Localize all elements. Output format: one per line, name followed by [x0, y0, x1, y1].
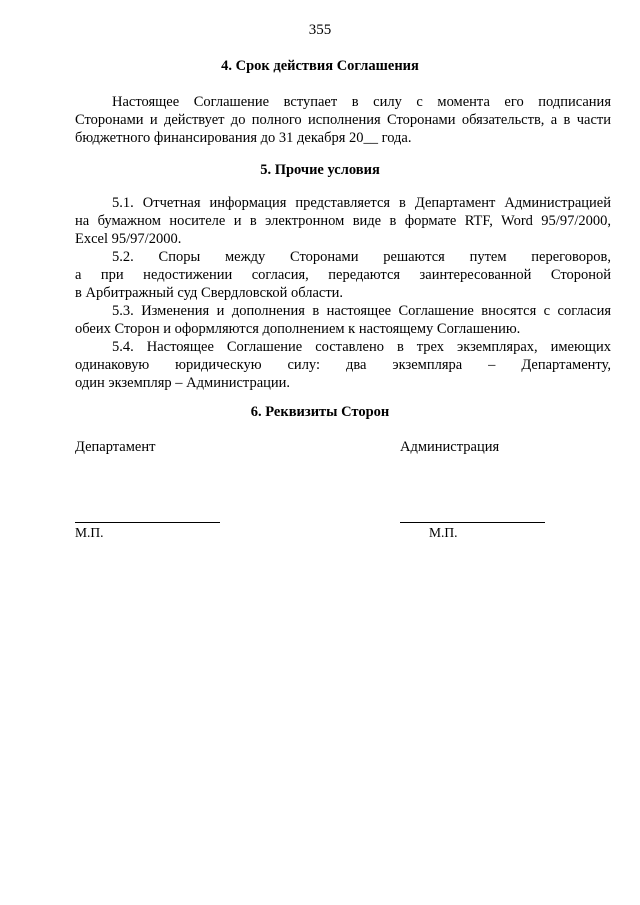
clause-5-1-line-1: 5.1. Отчетная информация представляется в Департамент Администрацией	[112, 195, 611, 211]
clause-5-4-line-3: один экземпляр – Администрации.	[75, 375, 291, 391]
clause-5-2-line-2: а при недостижении согласия, передаются заинтересованной Стороной	[75, 267, 611, 283]
section-4-paragraph	[75, 93, 611, 147]
section-4-line-1: Настоящее Соглашение вступает в силу с момента его подписания	[112, 94, 611, 110]
page-number: 355	[308, 22, 332, 38]
section-5-heading: 5. Прочие условия	[260, 162, 380, 178]
clause-5-2	[75, 248, 611, 302]
section-4-line-3: бюджетного финансирования до 31 декабря 20__ года.	[75, 130, 412, 146]
right-party-label: Администрация	[400, 439, 500, 455]
left-signature-line	[75, 522, 220, 523]
clause-5-1-line-3: Excel 95/97/2000.	[75, 231, 182, 247]
clause-5-4-line-1: 5.4. Настоящее Соглашение составлено в трех экземплярах, имеющих	[112, 339, 611, 355]
section-4-heading: 4. Срок действия Соглашения	[221, 58, 419, 74]
clause-5-1	[75, 194, 611, 248]
clause-5-3	[75, 302, 611, 338]
clause-5-1-line-2: на бумажном носителе и в электронном виде в формате RTF, Word 95/97/2000,	[75, 213, 611, 229]
clause-5-4-line-2: одинаковую юридическую силу: два экземпляра – Департаменту,	[75, 357, 611, 373]
right-stamp-label: М.П.	[429, 525, 458, 540]
clause-5-2-line-1: 5.2. Споры между Сторонами решаются путем переговоров,	[112, 249, 611, 265]
clause-5-3-line-2: обеих Сторон и оформляются дополнением к настоящему Соглашению.	[75, 321, 521, 337]
left-party-label: Департамент	[75, 439, 156, 455]
clause-5-3-line-1: 5.3. Изменения и дополнения в настоящее Соглашение вносятся с согласия	[112, 303, 611, 319]
clause-5-2-line-3: в Арбитражный суд Свердловской области.	[75, 285, 344, 301]
right-signature-line	[400, 522, 545, 523]
left-stamp-label: М.П.	[75, 525, 104, 540]
section-4-line-2: Сторонами и действует до полного исполнения Сторонами обязательств, а в части	[75, 112, 611, 128]
section-6-heading: 6. Реквизиты Сторон	[250, 404, 390, 420]
clause-5-4	[75, 338, 611, 392]
